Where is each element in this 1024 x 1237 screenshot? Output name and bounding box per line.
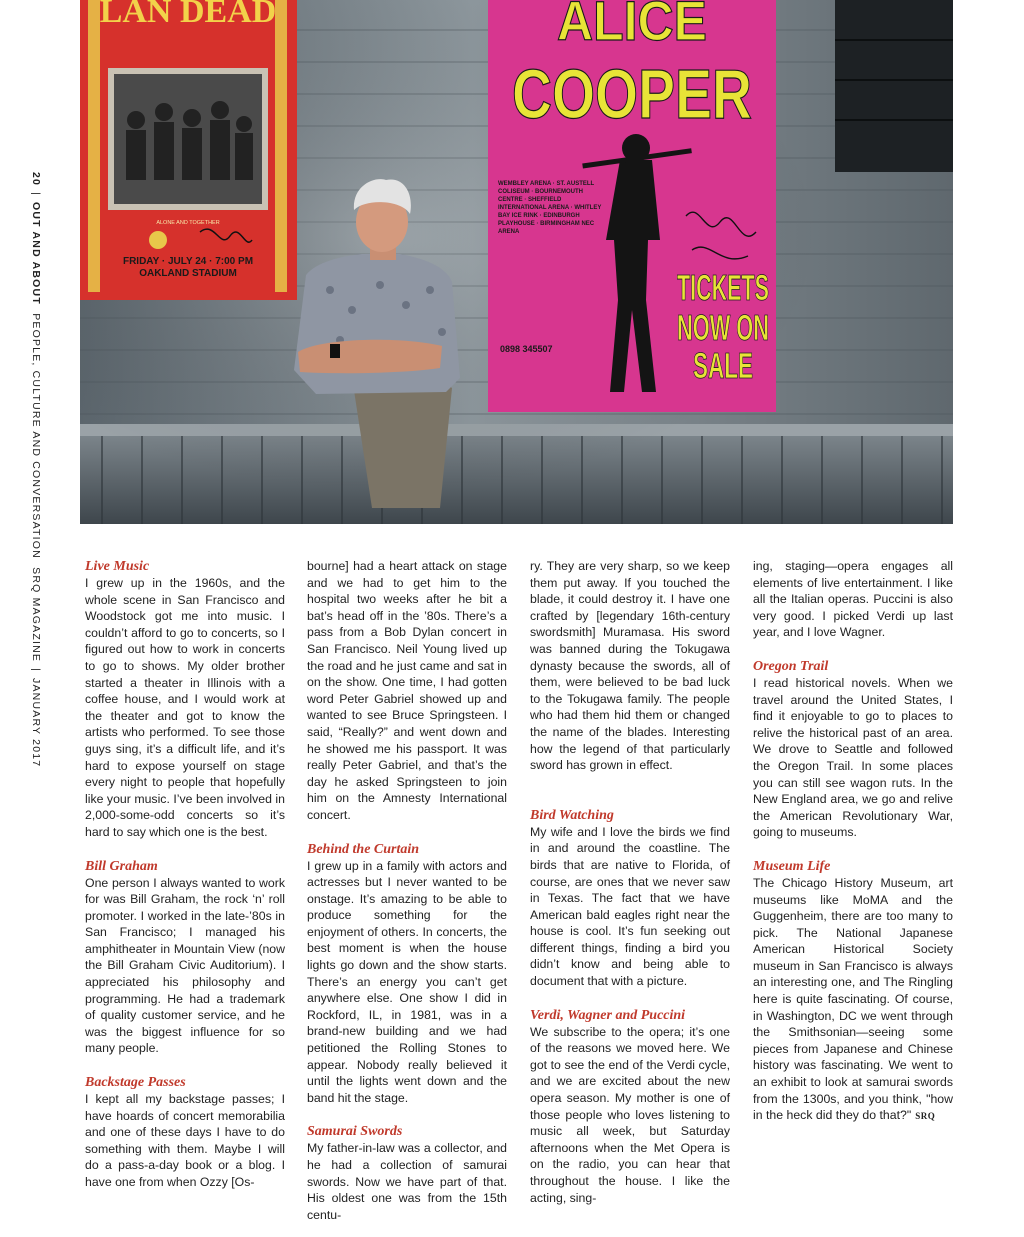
section-label: OUT AND ABOUT <box>30 202 42 305</box>
left-poster <box>80 0 297 300</box>
heading-bird-watching: Bird Watching <box>530 807 614 823</box>
heading-museum-life: Museum Life <box>753 858 831 874</box>
paragraph: I read historical novels. When we travel around the United States, I find it enjoyable to go to places to relive the historical past of an area. We drove to Seattle and followed the Oregon Trail. In some places you can still see wagon ruts. In the New England area, we go and relive the American Revolutionary War, going to museums. <box>753 675 953 840</box>
right-poster <box>488 0 776 412</box>
running-header <box>26 172 46 768</box>
right-poster-title-1: ALICE <box>557 0 707 52</box>
left-poster-caption: ALONE AND TOGETHER <box>156 220 220 226</box>
left-poster-date: FRIDAY · JULY 24 · 7:00 PM <box>122 256 254 267</box>
right-poster-venues: WEMBLEY ARENA · ST. AUSTELL COLISEUM · BOURNEMOUTH CENTRE · SHEFFIELD INTERNATIONAL ARENA · WHITLEY BAY ICE RINK · EDINBURGH PLAYHOUSE · BIRMINGHAM NEC ARENA <box>498 181 602 235</box>
heading-behind-the-curtain: Behind the Curtain <box>307 841 420 857</box>
heading-live-music: Live Music <box>85 559 150 574</box>
heading-bill-graham: Bill Graham <box>85 858 158 874</box>
running-header-text: 20|OUT AND ABOUT PEOPLE, CULTURE AND CONVERSATION SRQ MAGAZINE|JANUARY 2017 <box>30 172 42 768</box>
subsection-label: PEOPLE, CULTURE AND CONVERSATION <box>30 313 42 559</box>
heading-oregon-trail: Oregon Trail <box>753 658 829 674</box>
paragraph: My wife and I love the birds we find in and around the coastline. The birds that are native to Florida, of course, are ones that we never saw in Texas. The fact that we have American bald eagles right near the house is cool. It’s fun seeking out different things, finding a bird you didn’t know and being able to document that with a picture. <box>530 824 730 989</box>
srq-signoff: SRQ <box>915 1111 936 1122</box>
article-column-3 <box>530 558 730 1206</box>
paragraph: I kept all my backstage passes; I have hoards of concert memorabilia and one of these days I have to do something with them. Maybe I will do a pass-a-day book or a blog. I have one from when Ozzy [Os- <box>85 1092 285 1189</box>
heading-backstage-passes: Backstage Passes <box>85 1075 186 1091</box>
paragraph <box>753 875 953 1125</box>
article-column-4 <box>753 558 953 1125</box>
paragraph: ry. They are very sharp, so we keep them put away. If you touched the blade, it could destroy it. I have one crafted by [legendary 16th-century swordsmith] Muramasa. His sword was banned during the Tokugawa dynasty because the swords, all of them, were believed to be bad luck to the Tokugawa family. The people who had them hid them or changed the name of the blades. Interesting how the legend of that particularly sword has grown in effect. <box>530 559 730 773</box>
heading-verdi-wagner-puccini: Verdi, Wagner and Puccini <box>530 1007 686 1023</box>
paragraph-text: The Chicago History Museum, art museums like MoMA and the Guggenheim, there are too many to pick. The National Japanese American Historical Society museum in San Francisco is always an interesting one, and The Ringling here is quite fascinating. Of course, in Washington, DC we went through the Smithsonian—seeing some pieces from Japanese and Chinese history was fascinating. We went to an exhibit to look at samurai swords from the 1300s, and you think, "how in the heck did they do that?" <box>753 875 953 1123</box>
left-poster-venue: OAKLAND STADIUM <box>139 268 237 279</box>
right-poster-tickets-3: SALE <box>693 345 753 386</box>
right-poster-phone: 0898 345507 <box>500 344 553 354</box>
paragraph: bourne] had a heart attack on stage and we had to get him to the hospital two weeks after he bit a bat’s head off in the ’80s. There’s a pass from a Bob Dylan concert in San Francisco. Neil Young lived up the road and he just came and sat in on the show. One time, I had gotten word Peter Gabriel showed up and wanted to see Bruce Springsteen. I said, “Really?” and went down and he showed me his passport. It was really Peter Gabriel, and that’s the day he asked Springsteen to join him on the Amnesty International concert. <box>307 559 507 822</box>
paragraph: One person I always wanted to work for was Bill Graham, the rock ‘n’ roll promoter. I worked in the late-’80s in San Francisco; I managed his amphitheater in Mountain View (now the Bill Graham Civic Auditorium). I appreciated his philosophy and programming. He had a trademark of quality customer service, and he was the biggest influence for so many people. <box>85 875 285 1056</box>
article-body <box>85 558 955 1222</box>
paragraph: We subscribe to the opera; it’s one of the reasons we moved here. We got to see the end of the Verdi cycle, and we are excited about the new opera season. My mother is one of those people who loves listening to music all week, but Saturday afternoons when the Met Opera is on the radio, you can hear that throughout the house. I like the acting, sing- <box>530 1024 730 1205</box>
paragraph: I grew up in a family with actors and actresses but I never wanted to be onstage. It’s amazing to be able to produce something for the enjoyment of others. In concerts, the best moment is when the house lights go down and the show starts. There’s an energy you can’t get anywhere else. One show I did in Rockford, IL, in 1981, was in a brand-new building and we had petitioned the Rolling Stones to appear. Nobody really believed it until the lights went down and the band hit the stage. <box>307 858 507 1105</box>
article-column-1 <box>85 558 285 1191</box>
heading-samurai-swords: Samurai Swords <box>307 1124 403 1140</box>
paragraph: ing, staging—opera engages all elements of live entertainment. I like all the Italian operas. Puccini is also very good. I picked Verdi up last year, and I love Wagner. <box>753 559 953 640</box>
page-number: 20 <box>30 172 42 187</box>
feature-photo <box>80 0 953 524</box>
paragraph: My father-in-law was a collector, and he had a collection of samurai swords. Now we have part of that. His oldest one was from the 15th centu- <box>307 1141 507 1222</box>
left-poster-top-text: LAN DEAD <box>99 0 277 30</box>
magazine-name: SRQ MAGAZINE <box>30 567 42 663</box>
issue-date: JANUARY 2017 <box>30 678 42 768</box>
right-poster-tickets-1: TICKETS <box>677 267 769 308</box>
paragraph: I grew up in the 1960s, and the whole scene in San Francisco and Woodstock got me into music. I couldn’t afford to go to concerts, so I figured out how to work in concerts to go to shows. My older brother started a theater in Illinois with a coffee house, and I would work at the theater and got to know the artists who performed. To see those guys sing, it’s a difficult life, and it’s hard to expose yourself on stage every night to people that hopefully like your music. I’ve been involved in 2,000-some-odd concerts so it’s hard to say which one is the best. <box>85 576 285 839</box>
right-poster-tickets-2: NOW ON <box>677 307 769 348</box>
article-column-2 <box>307 558 507 1223</box>
right-poster-title-2: COOPER <box>512 55 752 133</box>
